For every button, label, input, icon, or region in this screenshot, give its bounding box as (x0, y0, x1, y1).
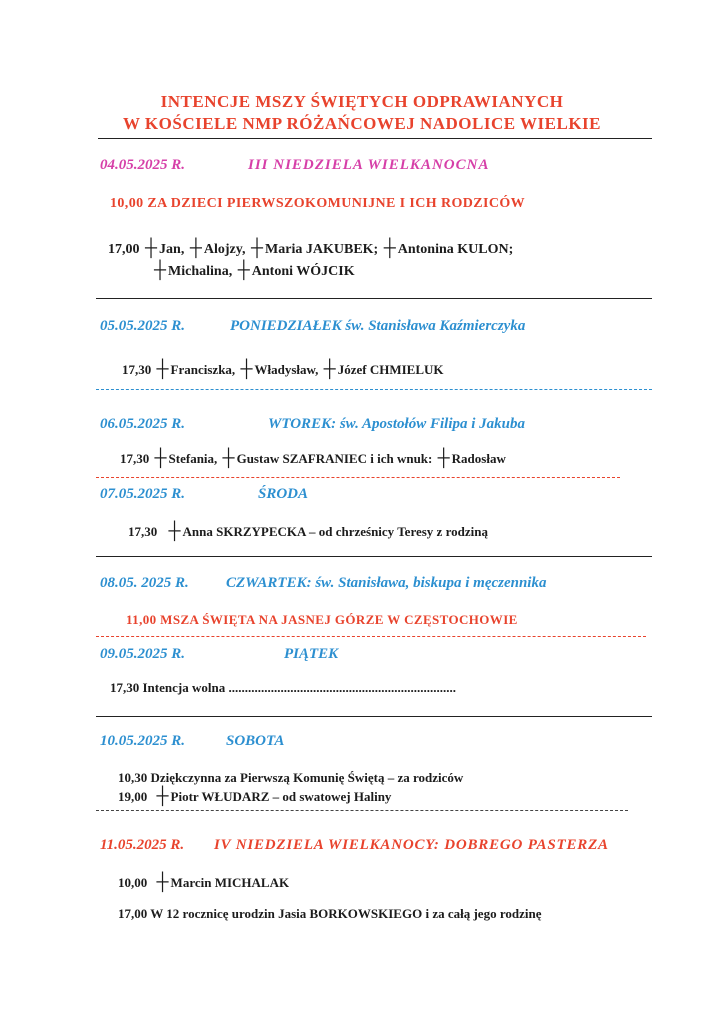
cross-icon: ┼ (156, 872, 169, 891)
mass-intention (120, 448, 506, 468)
day-date: 10.05.2025 R. (100, 733, 186, 749)
mass-intention (118, 786, 391, 806)
intention-name: Maria JAKUBEK; (265, 242, 379, 257)
day-date: 04.05.2025 R. (100, 157, 186, 173)
header-divider (98, 138, 652, 139)
mass-time: 17,30 (122, 362, 152, 377)
day-name: III NIEDZIELA WIELKANOCNA (248, 157, 490, 173)
cross-icon: ┼ (189, 238, 202, 257)
cross-icon: ┼ (154, 260, 167, 279)
day-name: CZWARTEK: św. Stanisława, biskupa i męczennika (226, 575, 547, 591)
cross-icon: ┼ (168, 521, 181, 540)
intention-name: Franciszka, (170, 362, 236, 377)
doc-title-line-2: W KOŚCIELE NMP RÓŻAŃCOWEJ NADOLICE WIELKIE (122, 114, 602, 133)
day-name: ŚRODA (258, 486, 309, 502)
cross-icon: ┼ (240, 359, 253, 378)
cross-icon: ┼ (145, 238, 158, 257)
cross-icon: ┼ (154, 448, 167, 467)
mass-intention (128, 521, 488, 541)
intention-name: Stefania, (168, 451, 218, 466)
mass-intention: 11,00 MSZA ŚWIĘTA NA JASNEJ GÓRZE W CZĘSTOCHOWIE (126, 612, 518, 627)
intention-name: Antoni WÓJCIK (251, 264, 355, 279)
mass-intention: 10,30 Dziękczynna za Pierwszą Komunię Świętą – za rodziców (118, 770, 464, 785)
section-divider (96, 716, 652, 717)
mass-time: 17,30 (120, 451, 150, 466)
intention-name: Gustaw SZAFRANIEC i ich wnuk: (236, 451, 433, 466)
cross-icon: ┼ (323, 359, 336, 378)
mass-intention: 17,00 W 12 rocznicę urodzin Jasia BORKOWSKIEGO i za całą jego rodzinę (118, 906, 542, 921)
cross-icon: ┼ (383, 238, 396, 257)
intention-name: Jan, (159, 242, 185, 257)
section-divider (96, 810, 628, 811)
mass-intention (122, 359, 444, 379)
section-divider (96, 389, 652, 390)
section-divider (96, 477, 620, 478)
mass-time: 19,00 (118, 789, 148, 804)
doc-title-line-1: INTENCJE MSZY ŚWIĘTYCH ODPRAWIANYCH (160, 92, 564, 111)
day-name: SOBOTA (226, 733, 285, 749)
day-date: 08.05. 2025 R. (100, 575, 189, 591)
day-date: 07.05.2025 R. (100, 486, 186, 502)
cross-icon: ┼ (156, 786, 169, 805)
intention-name: Alojzy, (203, 242, 246, 257)
day-name: WTOREK: św. Apostołów Filipa i Jakuba (268, 416, 525, 432)
intention-name: Antonina KULON; (397, 242, 514, 257)
day-name: IV NIEDZIELA WIELKANOCY: DOBREGO PASTERZA (214, 837, 609, 853)
mass-time: 17,00 (108, 242, 140, 257)
intention-name: Marcin MICHALAK (170, 875, 290, 890)
mass-intention-cont (152, 260, 355, 280)
intention-name: Piotr WŁUDARZ – od swatowej Haliny (170, 789, 392, 804)
mass-intention (118, 872, 289, 892)
day-date: 11.05.2025 R. (100, 837, 185, 853)
day-name: PONIEDZIAŁEK św. Stanisława Kaźmierczyka (230, 318, 526, 334)
section-divider (96, 556, 652, 557)
day-date: 09.05.2025 R. (100, 646, 186, 662)
cross-icon: ┼ (237, 260, 250, 279)
day-date: 05.05.2025 R. (100, 318, 186, 334)
intention-name: Michalina, (168, 264, 233, 279)
intention-name: Władysław, (254, 362, 319, 377)
day-name: PIĄTEK (284, 646, 339, 662)
intention-name: Anna SKRZYPECKA – od chrześnicy Teresy z rodziną (182, 524, 488, 539)
day-date: 06.05.2025 R. (100, 416, 186, 432)
intention-name: Radosław (451, 451, 506, 466)
mass-time: 17,30 (128, 524, 158, 539)
section-divider (96, 636, 646, 637)
mass-intention: 17,30 Intencja wolna ...................................................................... (110, 680, 456, 695)
intention-name: Józef CHMIELUK (337, 362, 444, 377)
cross-icon: ┼ (251, 238, 264, 257)
section-divider (96, 298, 652, 299)
cross-icon: ┼ (156, 359, 169, 378)
mass-intention: 10,00 ZA DZIECI PIERWSZOKOMUNIJNE I ICH RODZICÓW (110, 196, 526, 211)
mass-intention (108, 238, 513, 258)
cross-icon: ┼ (222, 448, 235, 467)
mass-time: 10,00 (118, 875, 148, 890)
cross-icon: ┼ (437, 448, 450, 467)
